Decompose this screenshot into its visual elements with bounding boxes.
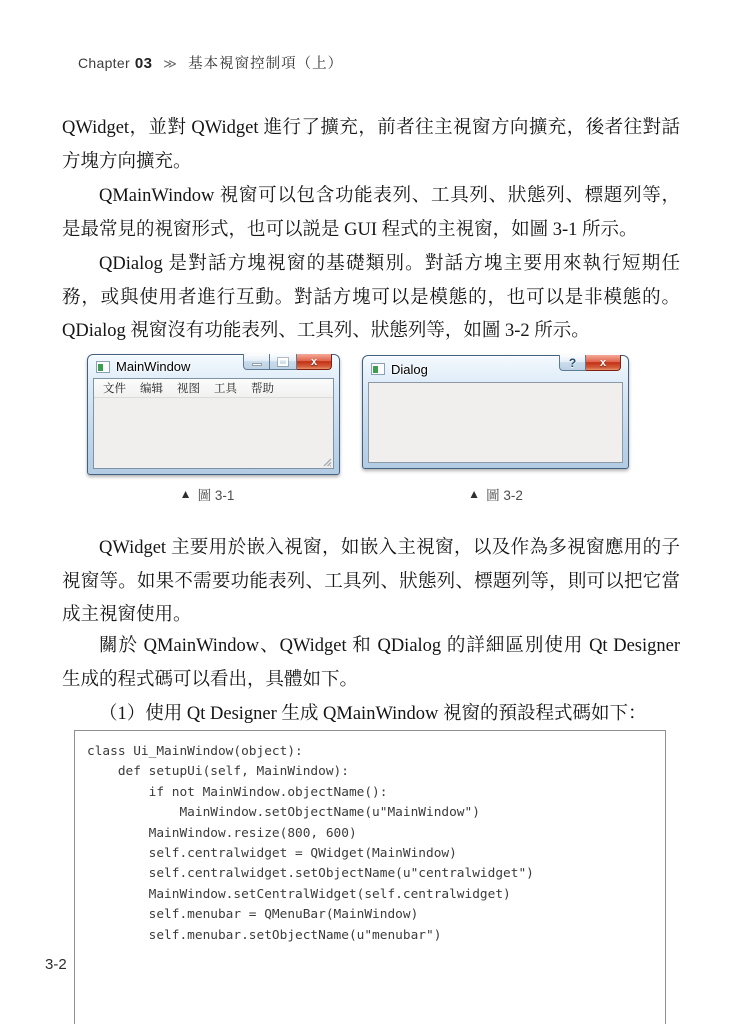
help-icon: ? (568, 355, 577, 370)
paragraph: QWidget，並對 QWidget 進行了擴充，前者往主視窗方向擴充，後者往對話方塊方向擴充。 (62, 118, 680, 172)
code-line: def setupUi(self, MainWindow): (87, 764, 349, 780)
resize-grip-icon (321, 456, 332, 467)
client-area (369, 383, 622, 462)
window-title: Dialog (391, 361, 428, 377)
code-line: if not MainWindow.objectName(): (87, 784, 388, 800)
page-header (78, 52, 343, 73)
maximize-button (270, 354, 297, 370)
menu-item-edit: 编辑 (140, 383, 163, 395)
code-line: self.menubar.setObjectName(u"menubar") (87, 927, 442, 943)
menu-item-file: 文件 (103, 383, 126, 395)
code-line: MainWindow.resize(800, 600) (87, 825, 357, 841)
maximize-icon (278, 358, 288, 366)
code-line: MainWindow.setObjectName(u"MainWindow") (87, 805, 480, 821)
menu-item-help: 帮助 (251, 383, 274, 395)
caption-label: 圖 3-1 (197, 488, 235, 503)
chapter-title: 基本視窗控制項（上） (188, 56, 344, 72)
client-area (94, 398, 333, 468)
help-button (559, 355, 586, 371)
figure-caption (87, 484, 327, 504)
figure-mainwindow-screenshot (87, 354, 340, 475)
code-line: MainWindow.setCentralWidget(self.centralwidget) (87, 886, 511, 902)
close-icon: x (599, 356, 607, 369)
minimize-icon (252, 363, 262, 366)
caption-label: 圖 3-2 (486, 488, 523, 503)
menu-item-tools: 工具 (214, 383, 237, 395)
window-body (93, 378, 334, 469)
paragraph: QMainWindow 視窗可以包含功能表列、工具列、狀態列、標題列等，是最常見的視窗形式，也可以説是 GUI 程式的主視窗，如圖 3-1 所示。 (62, 186, 680, 240)
chapter-number: 03 (134, 55, 153, 72)
paragraph: （1）使用 Qt Designer 生成 QMainWindow 視窗的預設程式碼如下： (99, 704, 647, 724)
caption-triangle-icon: ▲ (179, 487, 192, 501)
window-icon (96, 361, 110, 373)
window-caption-buttons (559, 355, 621, 371)
figure-dialog-screenshot (362, 355, 629, 469)
close-button (586, 355, 621, 371)
figure-caption (362, 484, 629, 504)
window-caption-buttons (243, 354, 332, 370)
code-line: self.centralwidget = QWidget(MainWindow) (87, 846, 457, 862)
minimize-button (243, 354, 270, 370)
window-title: MainWindow (116, 359, 191, 374)
window-titlebar (88, 355, 339, 378)
menu-item-view: 视图 (177, 383, 200, 395)
chapter-label: Chapter (78, 55, 130, 71)
paragraph: QDialog 是對話方塊視窗的基礎類別。對話方塊主要用來執行短期任務，或與使用者進行互動。對話方塊可以是模態的，也可以是非模態的。QDialog 視窗沒有功能表列、工具列、狀態列等，如圖 3-2 所示。 (62, 254, 680, 341)
chevron-double-right-icon: ≫ (163, 56, 178, 71)
paragraph: 關於 QMainWindow、QWidget 和 QDialog 的詳細區別使用 Qt Designer 生成的程式碼可以看出，具體如下。 (62, 636, 680, 690)
code-line: class Ui_MainWindow(object): (87, 744, 303, 759)
window-body (368, 382, 623, 463)
close-button (297, 354, 332, 370)
paragraph: QWidget 主要用於嵌入視窗，如嵌入主視窗，以及作為多視窗應用的子視窗等。如果不需要功能表列、工具列、狀態列、標題列等，則可以把它當成主視窗使用。 (62, 538, 680, 625)
menu-bar (94, 379, 333, 398)
code-line: self.menubar = QMenuBar(MainWindow) (87, 907, 419, 923)
close-icon: x (310, 355, 318, 368)
code-block (74, 730, 666, 1024)
window-titlebar (363, 356, 628, 382)
window-icon (371, 363, 385, 375)
code-line: self.centralwidget.setObjectName(u"centralwidget") (87, 866, 534, 882)
caption-triangle-icon: ▲ (468, 487, 481, 501)
page-number: 3-2 (45, 956, 67, 973)
